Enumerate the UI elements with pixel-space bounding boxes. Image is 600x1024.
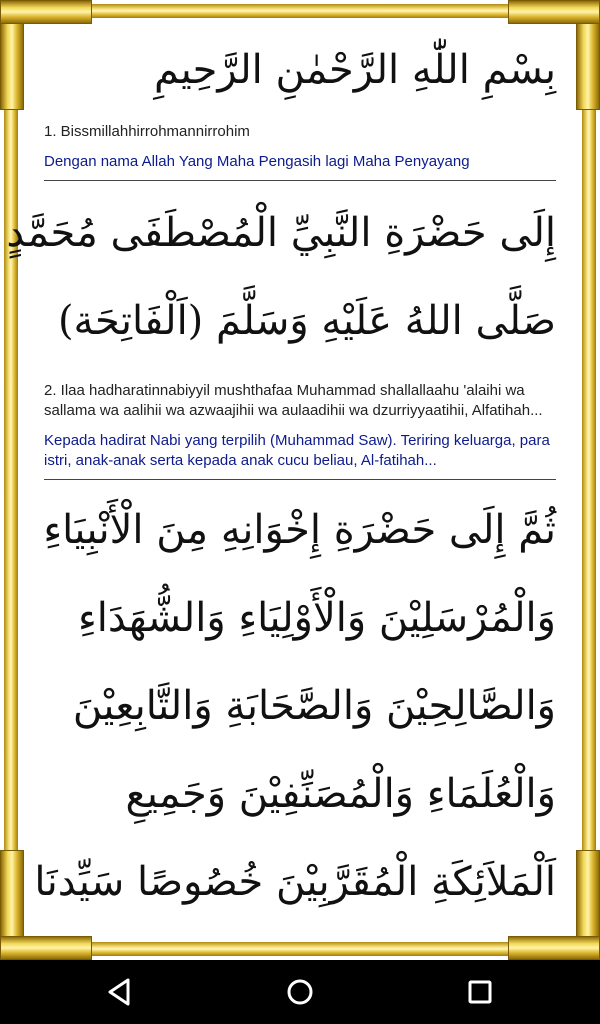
arabic-text: صَلَّى اللهُ عَلَيْهِ وَسَلَّمَ (اَلْفَاتِحَة)	[57, 298, 556, 344]
indonesian-translation: Dengan nama Allah Yang Maha Pengasih lagi Maha Penyayang	[44, 153, 470, 170]
arabic-text: إِلَى حَضْرَةِ النَّبِيِّ الْمُصْطَفَى مُحَمَّدٍ	[6, 210, 556, 256]
arabic-text: وَالْمُرْسَلِيْنَ وَالْأَوْلِيَاءِ وَالشُّهَدَاءِ	[78, 595, 556, 641]
arabic-text: ثُمَّ إِلَى حَضْرَةِ إِخْوَانِهِ مِنَ الْأَنْبِيَاءِ	[43, 507, 556, 553]
system-navigation-bar	[0, 960, 600, 1024]
frame-right-border	[582, 20, 596, 940]
doa-item-1	[44, 30, 556, 181]
divider	[44, 180, 556, 181]
arabic-text: وَالصَّالِحِيْنَ وَالصَّحَابَةِ وَالتَّابِعِيْنَ	[72, 683, 556, 729]
latin-transliteration: 2. Ilaa hadharatinnabiyyil mushthafaa Muhammad shallallaahu 'alaihi wa sallama wa aalihii wa azwaajihii wa aulaadihii wa dzurriyyaatihii, Alfatihah...	[44, 382, 543, 419]
home-icon[interactable]	[280, 972, 320, 1012]
arabic-text: بِسْمِ اللّٰهِ الرَّحْمٰنِ الرَّحِيمِ	[153, 47, 556, 93]
doa-item-2	[6, 189, 556, 480]
divider	[44, 479, 556, 480]
arabic-text: اَلْمَلاَئِكَةِ الْمُقَرَّبِيْنَ خُصُوصًا سَيِّدنَا	[34, 859, 556, 905]
frame-top-border	[20, 4, 580, 18]
frame-bottom-border	[20, 942, 580, 956]
doa-item-3	[34, 486, 556, 926]
back-icon[interactable]	[100, 972, 140, 1012]
recents-icon[interactable]	[460, 972, 500, 1012]
doa-content[interactable]	[6, 30, 556, 926]
latin-transliteration: 1. Bissmillahhirrohmannirrohim	[44, 123, 250, 140]
indonesian-translation: Kepada hadirat Nabi yang terpilih (Muhammad Saw). Teriring keluarga, para istri, anak-anak serta kepada anak cucu beliau, Al-fatihah...	[44, 432, 550, 469]
frame-left-border	[4, 20, 18, 940]
arabic-text: وَالْعُلَمَاءِ وَالْمُصَنِّفِيْنَ وَجَمِيعِ	[125, 771, 556, 817]
